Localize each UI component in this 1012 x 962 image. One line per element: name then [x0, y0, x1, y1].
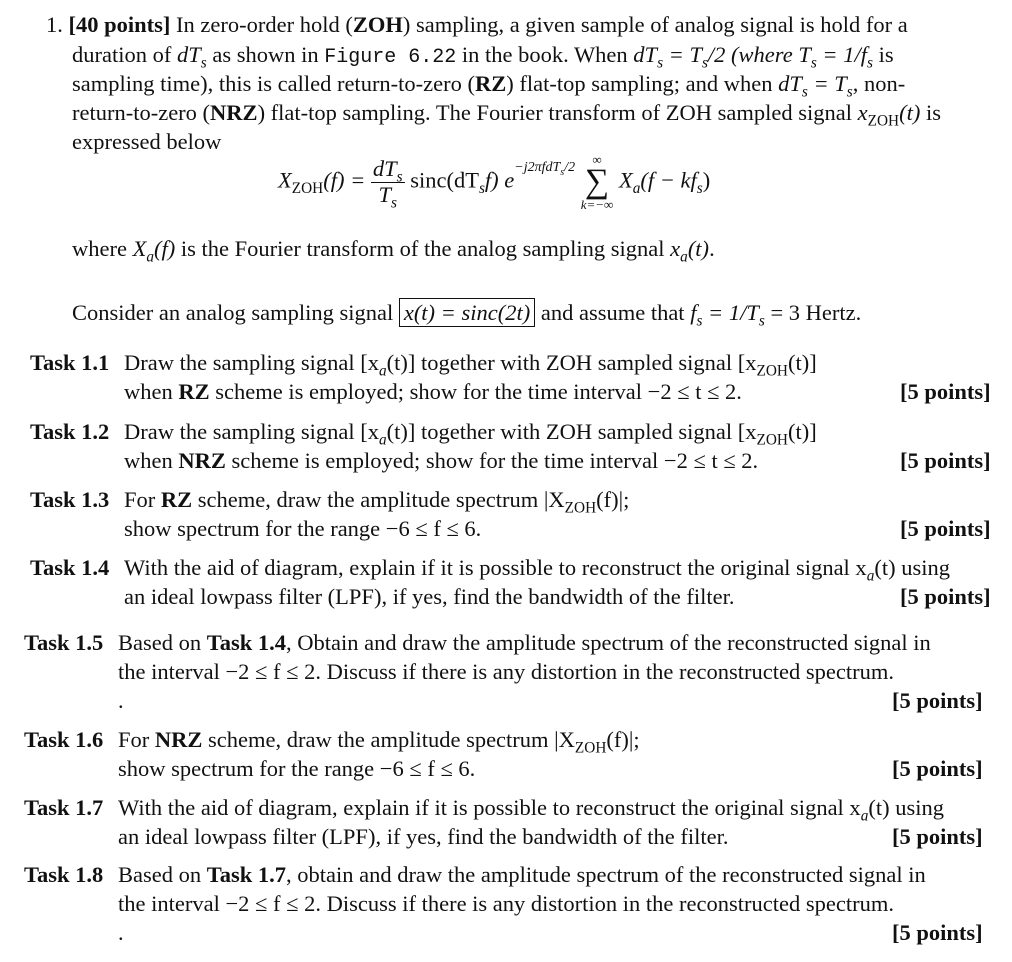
- zoh-fourier-equation: $X_{ZOH}(f)$ = $\frac{dT_s}{T_s}$ $\sin c(dT_sf)$ $e^{-j2\pi fdT_s/2}$ ∞ ∑ k=−∞ $X_a(f - kf_s)$: [278, 152, 711, 213]
- problem-line-3: sampling time), this is called return-to-zero (RZ) flat-top sampling; and when $dT_s = T_s$, non-: [72, 71, 906, 101]
- problem-line-4: return-to-zero (NRZ) flat-top sampling. The Fourier transform of ZOH sampled signal $x_{ZOH}(t)$ is: [72, 100, 941, 130]
- task-label: Task 1.3: [30, 487, 110, 512]
- task-label: Task 1.1: [30, 350, 110, 375]
- task-label: Task 1.6: [24, 727, 104, 752]
- problem-line-1: 1. [40 points] In zero-order hold (ZOH) sampling, a given sample of analog signal is hold for a: [46, 12, 908, 37]
- where-line: where $X_a(f)$ is the Fourier transform of the analog sampling signal $x_a(t)$.: [72, 236, 715, 266]
- task-points: [5 points]: [892, 920, 983, 945]
- task-label: Task 1.5: [24, 630, 104, 655]
- task-points: [5 points]: [900, 379, 991, 404]
- summation-symbol: ∞ ∑ k=−∞: [580, 152, 614, 213]
- task-points: [5 points]: [900, 584, 991, 609]
- problem-points: [40 points]: [68, 12, 171, 37]
- task-points: [5 points]: [892, 824, 983, 849]
- task-label: Task 1.2: [30, 419, 110, 444]
- duty-fraction: $\frac{dT_s}{T_s}$: [372, 155, 403, 212]
- task-points: [5 points]: [892, 688, 983, 713]
- task-points: [5 points]: [892, 756, 983, 781]
- problem-line-5: expressed below: [72, 129, 222, 154]
- task-label: Task 1.7: [24, 795, 104, 820]
- task-label: Task 1.8: [24, 862, 104, 887]
- signal-definition-box: x(t) = sinc(2t): [399, 298, 535, 327]
- figure-reference: Figure 6.22: [324, 46, 457, 69]
- consider-line: Consider an analog sampling signal x(t) = sinc(2t) and assume that $f_s = 1/T_s = 3$ Hertz.: [72, 300, 862, 330]
- problem-number: 1.: [46, 12, 63, 37]
- task-points: [5 points]: [900, 448, 991, 473]
- task-points: [5 points]: [900, 516, 991, 541]
- task-label: Task 1.4: [30, 555, 110, 580]
- problem-line-2: duration of $dT_s$ as shown in Figure 6.22 in the book. When $dT_s = T_s/2$ (where $T_s = 1/f_s$ is: [72, 42, 894, 72]
